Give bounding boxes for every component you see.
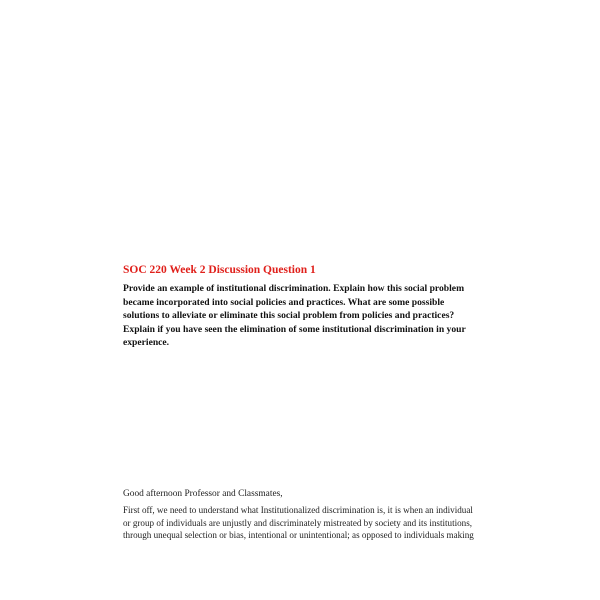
- answer-line: First off, we need to understand what Institutionalized discrimination is, it is when an individual: [123, 505, 473, 515]
- answer-line: through unequal selection or bias, intentional or unintentional; as opposed to individuals making: [123, 530, 474, 541]
- answer-paragraph: [123, 504, 483, 542]
- question-line: Explain if you have seen the elimination of some institutional discrimination in your: [123, 323, 466, 335]
- question-line: experience.: [123, 337, 170, 349]
- question-line: solutions to alleviate or eliminate this social problem from policies and practices?: [123, 310, 455, 322]
- answer-line: or group of individuals are unjustly and discriminately mistreated by society and its institutions,: [123, 517, 473, 528]
- question-line: Provide an example of institutional discrimination. Explain how this social problem: [123, 283, 465, 294]
- document-title: SOC 220 Week 2 Discussion Question 1: [123, 264, 316, 276]
- discussion-question: [123, 282, 485, 350]
- greeting-text: Good afternoon Professor and Classmates,: [123, 489, 283, 499]
- question-line: became incorporated into social policies and practices. What are some possible: [123, 296, 445, 308]
